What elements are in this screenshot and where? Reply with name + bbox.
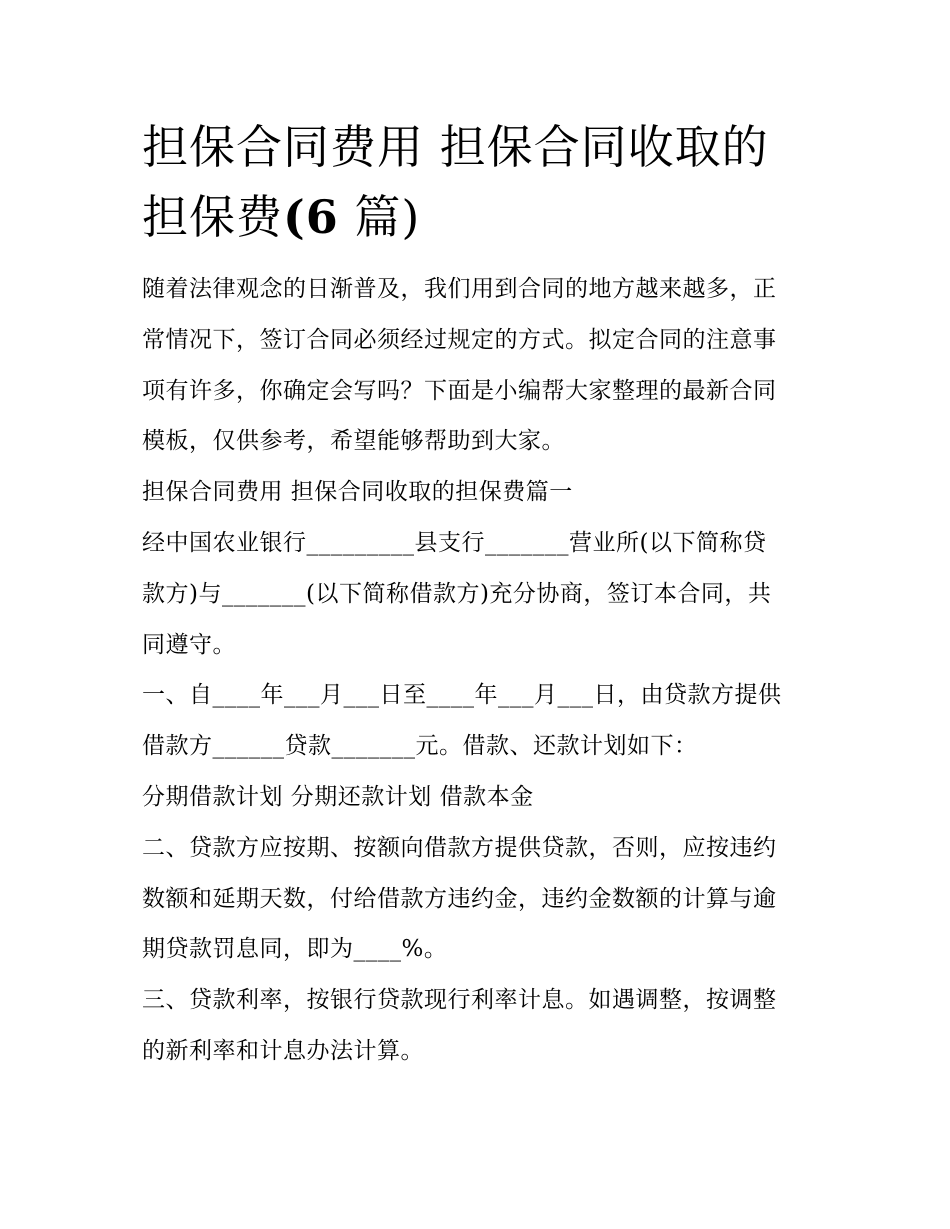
contract-p4-line-1: 二、贷款方应按期、按额向借款方提供贷款，否则，应按违约 — [142, 834, 777, 861]
contract-p3-line-1: 分期借款计划 分期还款计划 借款本金 — [142, 783, 534, 810]
contract-paragraph-3 — [142, 772, 822, 823]
contract-paragraph-5 — [142, 975, 822, 1077]
section-heading: 担保合同费用 担保合同收取的担保费篇一 — [142, 479, 573, 506]
intro-line-2: 常情况下，签订合同必须经过规定的方式。拟定合同的注意事 — [142, 326, 777, 353]
contract-p1-line-1: 经中国农业银行_________县支行_______营业所(以下简称贷 — [142, 529, 767, 556]
contract-p1-line-3: 同遵守。 — [142, 631, 236, 658]
contract-p5-line-2: 的新利率和计息办法计算。 — [142, 1037, 424, 1064]
contract-p1-line-2: 款方)与_______(以下简称借款方)充分协商，签订本合同，共 — [142, 580, 772, 607]
title-line-2-count: (6 — [283, 190, 339, 244]
document-page — [142, 112, 822, 1077]
title-line-2-suffix: 篇) — [338, 190, 421, 244]
contract-p4-line-2: 数额和延期天数，付给借款方违约金，违约金数额的计算与逾 — [142, 885, 777, 912]
title-line-2-prefix: 担保费 — [142, 190, 283, 244]
contract-p5-line-1: 三、贷款利率，按银行贷款现行利率计息。如遇调整，按调整 — [142, 987, 777, 1014]
document-title — [142, 112, 822, 252]
intro-line-4: 模板，仅供参考，希望能够帮助到大家。 — [142, 428, 565, 455]
intro-paragraph — [142, 264, 822, 467]
contract-paragraph-1 — [142, 518, 822, 670]
intro-line-1: 随着法律观念的日渐普及，我们用到合同的地方越来越多，正 — [142, 276, 777, 302]
contract-p4-line-3: 期贷款罚息同，即为____%。 — [142, 936, 448, 963]
title-line-1: 担保合同费用 担保合同收取的 — [142, 120, 769, 174]
intro-line-3: 项有许多，你确定会写吗？下面是小编帮大家整理的最新合同 — [142, 377, 777, 404]
contract-paragraph-2 — [142, 670, 822, 772]
contract-paragraph-4 — [142, 823, 822, 975]
contract-p2-line-1: 一、自____年___月___日至____年___月___日，由贷款方提供 — [142, 682, 782, 709]
contract-p2-line-2: 借款方______贷款_______元。借款、还款计划如下： — [142, 733, 698, 760]
